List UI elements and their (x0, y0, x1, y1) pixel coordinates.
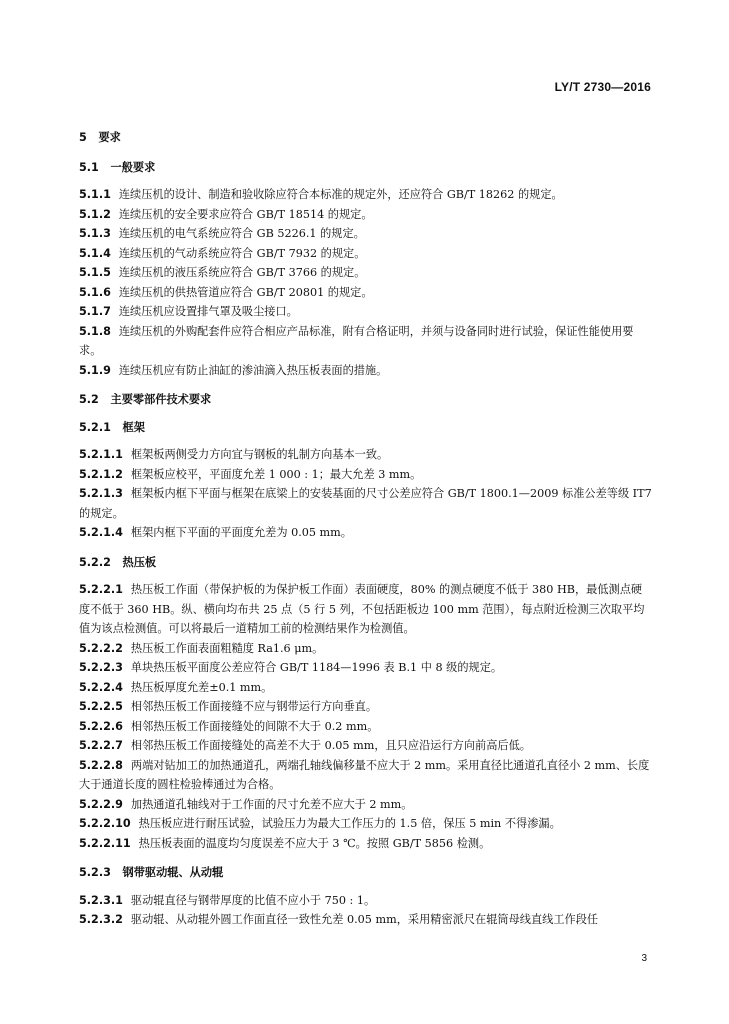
clause-list-5-1 (79, 185, 653, 380)
section-heading-5-2-2 (79, 553, 653, 573)
clause-text: 热压板应进行耐压试验，试验压力为最大工作压力的 1.5 倍，保压 5 min 不得渗漏。 (138, 817, 561, 830)
clause-text: 框架板应校平，平面度允差 1 000 : 1；最大允差 3 mm。 (130, 467, 422, 481)
section-number: 5.2.1 (79, 420, 111, 434)
clause-number: 5.1.2 (79, 207, 111, 221)
clause-text: 连续压机的安全要求应符合 GB/T 18514 的规定。 (118, 207, 373, 221)
section-title: 框架 (122, 420, 145, 434)
clause-text: 框架板内框下平面与框架在底梁上的安装基面的尺寸公差应符合 GB/T 1800.1—2009 标准公差等级 IT7 的规定。 (79, 487, 652, 520)
document-body (79, 124, 653, 930)
clause-5-2-2-9 (79, 795, 653, 815)
clause-number: 5.2.1.3 (79, 487, 123, 500)
clause-5-2-2-10 (79, 814, 653, 834)
clause-5-2-3-2 (79, 910, 653, 930)
section-heading-5 (79, 128, 653, 148)
clause-number: 5.2.3.2 (79, 913, 123, 926)
clause-text: 驱动辊直径与钢带厚度的比值不应小于 750 : 1。 (130, 893, 376, 907)
section-number: 5 (79, 131, 87, 144)
clause-number: 5.2.1.2 (79, 467, 123, 481)
clause-number: 5.1.3 (79, 227, 111, 240)
page-number: 3 (641, 953, 647, 964)
clause-text: 框架板两侧受力方向宜与钢板的轧制方向基本一致。 (130, 448, 389, 461)
clause-5-1-7 (79, 302, 653, 322)
clause-number: 5.2.1.1 (79, 448, 123, 461)
clause-number: 5.2.2.11 (79, 836, 131, 850)
clause-number: 5.1.4 (79, 246, 111, 260)
clause-number: 5.2.1.4 (79, 526, 123, 539)
clause-5-2-1-1 (79, 445, 653, 465)
clause-text: 热压板工作面（带保护板的为保护板工作面）表面硬度，80% 的测点硬度不低于 380 HB，最低测点硬度不低于 360 HB。纵、横向均布共 25 点（5 行 5 列，不包括距板边 100 mm 范围），每点附近检测三次取平均值为该点检测值。可以将最后一道精加工前的检测结果作为检测值。 (79, 583, 645, 635)
clause-text: 框架内框下平面的平面度允差为 0.05 mm。 (130, 526, 352, 539)
clause-text: 两端对钻加工的加热通道孔，两端孔轴线偏移量不应大于 2 mm。采用直径比通道孔直径小 2 mm、长度大于通道长度的圆柱检验棒通过为合格。 (79, 758, 650, 791)
clause-text: 连续压机的外购配套件应符合相应产品标准，附有合格证明，并须与设备同时进行试验，保证性能使用要求。 (79, 324, 634, 357)
clause-number: 5.1.1 (79, 188, 111, 201)
clause-text: 加热通道孔轴线对于工作面的尺寸允差不应大于 2 mm。 (130, 797, 413, 811)
clause-text: 连续压机的液压系统应符合 GB/T 3766 的规定。 (118, 266, 366, 279)
clause-5-2-2-3 (79, 658, 653, 678)
clause-5-1-6 (79, 283, 653, 303)
clause-5-2-3-1 (79, 891, 653, 911)
clause-number: 5.1.7 (79, 305, 111, 318)
clause-text: 连续压机的气动系统应符合 GB/T 7932 的规定。 (118, 246, 366, 260)
section-number: 5.1 (79, 160, 99, 174)
clause-number: 5.2.2.2 (79, 641, 123, 655)
clause-5-2-1-2 (79, 465, 653, 485)
clause-number: 5.2.2.4 (79, 680, 123, 694)
clause-5-1-5 (79, 263, 653, 283)
clause-text: 连续压机的供热管道应符合 GB/T 20801 的规定。 (118, 285, 373, 299)
clause-number: 5.2.2.1 (79, 583, 123, 596)
clause-number: 5.1.6 (79, 285, 111, 299)
clause-text: 驱动辊、从动辊外圆工作面直径一致性允差 0.05 mm，采用精密派尺在辊筒母线直线工作段任 (130, 913, 599, 926)
clause-list-5-2-1 (79, 445, 653, 543)
clause-5-1-1 (79, 185, 653, 205)
clause-5-2-2-4 (79, 678, 653, 698)
clause-5-1-3 (79, 224, 653, 244)
section-title: 要求 (98, 131, 121, 144)
section-heading-5-1 (79, 158, 653, 178)
section-title: 主要零部件技术要求 (110, 393, 212, 406)
clause-5-1-9 (79, 361, 653, 381)
section-heading-5-2 (79, 390, 653, 410)
clause-text: 相邻热压板工作面接缝处的间隙不大于 0.2 mm。 (130, 719, 379, 733)
section-number: 5.2 (79, 393, 99, 406)
clause-number: 5.2.2.10 (79, 817, 131, 830)
clause-number: 5.1.9 (79, 363, 111, 377)
clause-text: 连续压机的设计、制造和验收除应符合本标准的规定外，还应符合 GB/T 18262 的规定。 (118, 188, 563, 201)
section-number: 5.2.2 (79, 555, 111, 569)
clause-5-2-2-7 (79, 736, 653, 756)
section-title: 一般要求 (110, 160, 156, 174)
clause-5-2-2-6 (79, 717, 653, 737)
clause-text: 单块热压板平面度公差应符合 GB/T 1184—1996 表 B.1 中 8 级的规定。 (130, 661, 503, 674)
section-number: 5.2.3 (79, 866, 111, 879)
clause-number: 5.2.2.3 (79, 661, 123, 674)
clause-number: 5.2.3.1 (79, 893, 123, 907)
clause-text: 连续压机应设置排气罩及吸尘接口。 (118, 305, 298, 318)
clause-5-2-2-1 (79, 580, 653, 639)
clause-5-2-2-11 (79, 834, 653, 854)
clause-text: 相邻热压板工作面接缝处的高差不大于 0.05 mm，且只应沿运行方向前高后低。 (130, 739, 531, 752)
clause-5-1-4 (79, 244, 653, 264)
clause-5-1-8 (79, 322, 653, 361)
section-title: 热压板 (122, 555, 157, 569)
clause-5-2-1-3 (79, 484, 653, 523)
section-title: 钢带驱动辊、从动辊 (122, 866, 224, 879)
standard-code-header: LY/T 2730—2016 (554, 80, 651, 94)
section-heading-5-2-3 (79, 863, 653, 883)
clause-number: 5.2.2.9 (79, 797, 123, 811)
clause-5-2-1-4 (79, 523, 653, 543)
clause-text: 热压板表面的温度均匀度误差不应大于 3 ℃。按照 GB/T 5856 检测。 (138, 836, 491, 850)
clause-5-2-2-5 (79, 697, 653, 717)
clause-5-2-2-2 (79, 639, 653, 659)
clause-number: 5.1.8 (79, 324, 111, 338)
clause-list-5-2-2 (79, 580, 653, 853)
clause-list-5-2-3 (79, 891, 653, 930)
clause-number: 5.1.5 (79, 266, 111, 279)
clause-text: 连续压机的电气系统应符合 GB 5226.1 的规定。 (118, 227, 365, 240)
clause-number: 5.2.2.8 (79, 758, 123, 772)
section-heading-5-2-1 (79, 418, 653, 438)
clause-number: 5.2.2.6 (79, 719, 123, 733)
clause-5-1-2 (79, 205, 653, 225)
clause-text: 相邻热压板工作面接缝不应与钢带运行方向垂直。 (130, 700, 378, 713)
clause-text: 热压板厚度允差±0.1 mm。 (130, 680, 273, 694)
clause-number: 5.2.2.7 (79, 739, 123, 752)
clause-number: 5.2.2.5 (79, 700, 123, 713)
clause-text: 热压板工作面表面粗糙度 Ra1.6 μm。 (130, 641, 324, 655)
clause-text: 连续压机应有防止油缸的渗油滴入热压板表面的措施。 (118, 363, 388, 377)
clause-5-2-2-8 (79, 756, 653, 795)
